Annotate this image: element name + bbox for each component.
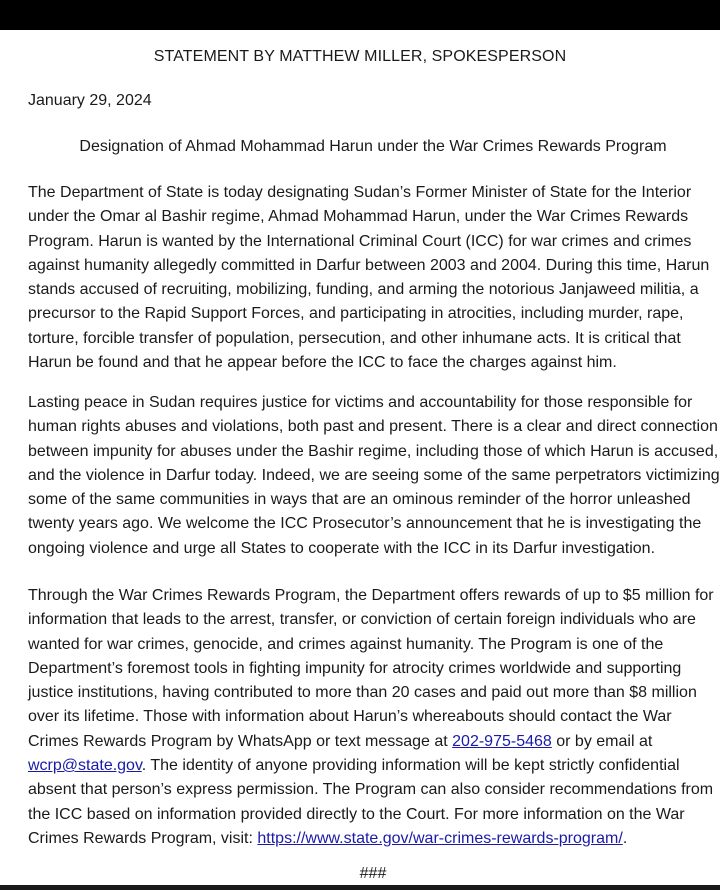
paragraph-designation: [28, 181, 720, 375]
text-line: human rights abuses and violations, both past and present. There is a clear and direct connection: [28, 418, 718, 436]
text-line: Lasting peace in Sudan requires justice for victims and accountability for those responsible for: [28, 394, 693, 411]
url-line-prefix: Crimes Rewards Program, visit:: [28, 829, 258, 847]
text-line: The Department of State is today designating Sudan’s Former Minister of State for the Interior: [28, 184, 692, 201]
text-line: Harun be found and that he appear before the ICC to face the charges against him.: [28, 354, 617, 372]
text-line: twenty years ago. We welcome the ICC Prosecutor’s announcement that he is investigating the: [28, 515, 702, 533]
statement-title: Designation of Ahmad Mohammad Harun under the War Crimes Rewards Program: [79, 138, 667, 155]
url-line: [28, 827, 720, 851]
email-link[interactable]: wcrp@state.gov: [28, 757, 142, 775]
phone-line-suffix: or by email at: [551, 732, 653, 750]
phone-line: [28, 730, 720, 754]
text-line: absent that person’s express permission. The Program can also consider recommendations from: [28, 781, 714, 799]
paragraph-rewards-program: [28, 584, 720, 851]
text-line: ongoing violence and urge all States to cooperate with the ICC in its Darfur investigation.: [28, 539, 656, 557]
statement-header: STATEMENT BY MATTHEW MILLER, SPOKESPERSON: [153, 48, 567, 65]
text-line: over its lifetime. Those with information about Harun’s whereabouts should contact the War: [28, 708, 672, 726]
text-line: Program. Harun is wanted by the International Criminal Court (ICC) for war crimes and crimes: [28, 232, 692, 250]
email-line: [28, 754, 720, 778]
statement-date: January 29, 2024: [28, 92, 152, 109]
text-line: some of the same communities in ways that are an ominous reminder of the horror unleashed: [28, 491, 691, 509]
text-line: stands accused of recruiting, mobilizing, funding, and arming the notorious Janjaweed militia, a: [28, 281, 699, 299]
phone-link[interactable]: 202-975-5468: [452, 732, 552, 750]
text-line: against humanity allegedly committed in Darfur between 2003 and 2004. During this time, Harun: [28, 256, 710, 274]
email-line-suffix: . The identity of anyone providing information will be kept strictly confidential: [141, 757, 680, 775]
text-line: wanted for war crimes, genocide, and crimes against humanity. The Program is one of the: [28, 635, 664, 653]
paragraph-accountability: [28, 391, 720, 561]
text-line: under the Omar al Bashir regime, Ahmad Mohammad Harun, under the War Crimes Rewards: [28, 208, 689, 226]
text-line: Department’s foremost tools in fighting impunity for atrocity crimes worldwide and supporting: [28, 659, 682, 677]
text-line: Through the War Crimes Rewards Program, the Department offers rewards of up to $5 million for: [28, 587, 714, 604]
text-line: torture, forcible transfer of population, persecution, and other inhumane acts. It is critical that: [28, 329, 681, 347]
program-url-link[interactable]: https://www.state.gov/war-crimes-rewards-program/: [257, 829, 623, 847]
text-line: and the violence in Darfur today. Indeed, we are seeing some of the same perpetrators victimizing: [28, 466, 720, 484]
bottom-border: [0, 885, 720, 890]
text-line: the ICC based on information provided directly to the Court. For more information on the War: [28, 805, 685, 823]
text-line: information that leads to the arrest, transfer, or conviction of certain foreign individuals who are: [28, 611, 696, 629]
url-line-suffix: .: [622, 829, 628, 847]
text-line: precursor to the Rapid Support Forces, and participating in atrocities, including murder, rape,: [28, 305, 684, 323]
end-of-statement-mark: ###: [359, 865, 387, 882]
top-black-bar: [0, 0, 720, 30]
phone-line-prefix: Crimes Rewards Program by WhatsApp or text message at: [28, 732, 453, 750]
text-line: between impunity for abuses under the Bashir regime, including those of which Harun is accused,: [28, 442, 719, 460]
text-line: justice institutions, having contributed to more than 20 cases and paid out more than $8 million: [28, 684, 697, 702]
